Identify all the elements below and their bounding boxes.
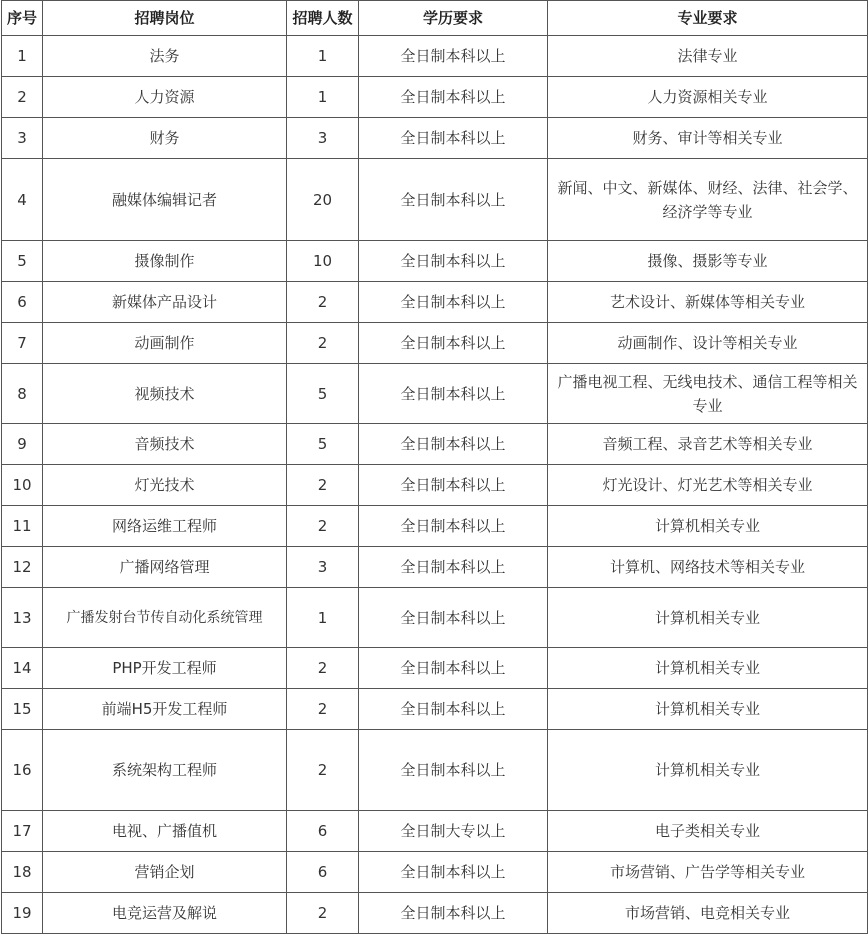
cell-major: 艺术设计、新媒体等相关专业 [548,282,868,323]
table-row [2,811,868,852]
table-row [2,588,868,648]
cell-education: 全日制本科以上 [359,77,548,118]
cell-count: 3 [287,547,359,588]
header-no: 序号 [2,1,43,36]
table-row [2,730,868,811]
cell-count: 6 [287,811,359,852]
cell-major: 广播电视工程、无线电技术、通信工程等相关专业 [548,364,868,424]
cell-position: PHP开发工程师 [43,648,287,689]
cell-count: 5 [287,364,359,424]
table-row [2,547,868,588]
cell-no: 9 [2,424,43,465]
cell-position: 前端H5开发工程师 [43,689,287,730]
cell-education: 全日制本科以上 [359,689,548,730]
cell-count: 5 [287,424,359,465]
cell-no: 18 [2,852,43,893]
cell-major: 灯光设计、灯光艺术等相关专业 [548,465,868,506]
cell-major: 计算机相关专业 [548,588,868,648]
cell-count: 2 [287,465,359,506]
cell-major: 摄像、摄影等专业 [548,241,868,282]
cell-count: 10 [287,241,359,282]
cell-education: 全日制本科以上 [359,36,548,77]
cell-position: 音频技术 [43,424,287,465]
cell-no: 10 [2,465,43,506]
cell-no: 17 [2,811,43,852]
table-row [2,77,868,118]
table-row [2,282,868,323]
cell-count: 2 [287,323,359,364]
table-row [2,465,868,506]
cell-position: 网络运维工程师 [43,506,287,547]
cell-count: 1 [287,588,359,648]
cell-education: 全日制本科以上 [359,159,548,241]
table-row [2,852,868,893]
cell-major: 计算机、网络技术等相关专业 [548,547,868,588]
cell-major: 法律专业 [548,36,868,77]
cell-no: 12 [2,547,43,588]
cell-major: 电子类相关专业 [548,811,868,852]
cell-education: 全日制本科以上 [359,465,548,506]
cell-education: 全日制本科以上 [359,424,548,465]
table-row [2,689,868,730]
cell-education: 全日制本科以上 [359,893,548,934]
table-row [2,648,868,689]
cell-count: 20 [287,159,359,241]
cell-count: 1 [287,36,359,77]
cell-position: 新媒体产品设计 [43,282,287,323]
cell-education: 全日制本科以上 [359,506,548,547]
cell-position: 视频技术 [43,364,287,424]
recruitment-table [1,0,868,934]
cell-position: 营销企划 [43,852,287,893]
header-position: 招聘岗位 [43,1,287,36]
cell-position: 电视、广播值机 [43,811,287,852]
cell-no: 13 [2,588,43,648]
cell-education: 全日制本科以上 [359,852,548,893]
cell-count: 1 [287,77,359,118]
cell-position: 广播网络管理 [43,547,287,588]
cell-major: 市场营销、电竞相关专业 [548,893,868,934]
cell-no: 15 [2,689,43,730]
cell-count: 2 [287,506,359,547]
cell-count: 2 [287,730,359,811]
cell-no: 19 [2,893,43,934]
cell-count: 2 [287,689,359,730]
cell-no: 14 [2,648,43,689]
table-row [2,323,868,364]
cell-no: 7 [2,323,43,364]
table-row [2,506,868,547]
cell-position: 电竞运营及解说 [43,893,287,934]
table-row [2,159,868,241]
cell-major: 计算机相关专业 [548,648,868,689]
cell-position: 广播发射台节传自动化系统管理 [43,588,287,648]
cell-no: 4 [2,159,43,241]
cell-position: 摄像制作 [43,241,287,282]
cell-major: 计算机相关专业 [548,506,868,547]
cell-education: 全日制本科以上 [359,364,548,424]
header-education: 学历要求 [359,1,548,36]
cell-major: 动画制作、设计等相关专业 [548,323,868,364]
cell-position: 灯光技术 [43,465,287,506]
cell-position: 人力资源 [43,77,287,118]
cell-no: 3 [2,118,43,159]
cell-education: 全日制本科以上 [359,118,548,159]
cell-major: 新闻、中文、新媒体、财经、法律、社会学、经济学等专业 [548,159,868,241]
cell-education: 全日制本科以上 [359,241,548,282]
cell-count: 3 [287,118,359,159]
cell-count: 2 [287,648,359,689]
cell-major: 音频工程、录音艺术等相关专业 [548,424,868,465]
table-header-row [2,1,868,36]
table-row [2,364,868,424]
cell-education: 全日制本科以上 [359,323,548,364]
cell-position: 动画制作 [43,323,287,364]
cell-education: 全日制本科以上 [359,282,548,323]
cell-major: 财务、审计等相关专业 [548,118,868,159]
cell-education: 全日制本科以上 [359,588,548,648]
table-row [2,893,868,934]
table-row [2,241,868,282]
table-row [2,118,868,159]
cell-education: 全日制本科以上 [359,730,548,811]
cell-no: 11 [2,506,43,547]
cell-position: 法务 [43,36,287,77]
cell-major: 市场营销、广告学等相关专业 [548,852,868,893]
cell-education: 全日制本科以上 [359,547,548,588]
table-row [2,36,868,77]
cell-major: 计算机相关专业 [548,730,868,811]
cell-no: 6 [2,282,43,323]
cell-no: 8 [2,364,43,424]
cell-position: 融媒体编辑记者 [43,159,287,241]
cell-no: 1 [2,36,43,77]
cell-no: 16 [2,730,43,811]
cell-no: 5 [2,241,43,282]
header-major: 专业要求 [548,1,868,36]
cell-position: 系统架构工程师 [43,730,287,811]
cell-education: 全日制大专以上 [359,811,548,852]
cell-education: 全日制本科以上 [359,648,548,689]
cell-count: 6 [287,852,359,893]
header-count: 招聘人数 [287,1,359,36]
cell-position: 财务 [43,118,287,159]
cell-major: 人力资源相关专业 [548,77,868,118]
cell-count: 2 [287,282,359,323]
cell-no: 2 [2,77,43,118]
cell-major: 计算机相关专业 [548,689,868,730]
cell-count: 2 [287,893,359,934]
table-row [2,424,868,465]
